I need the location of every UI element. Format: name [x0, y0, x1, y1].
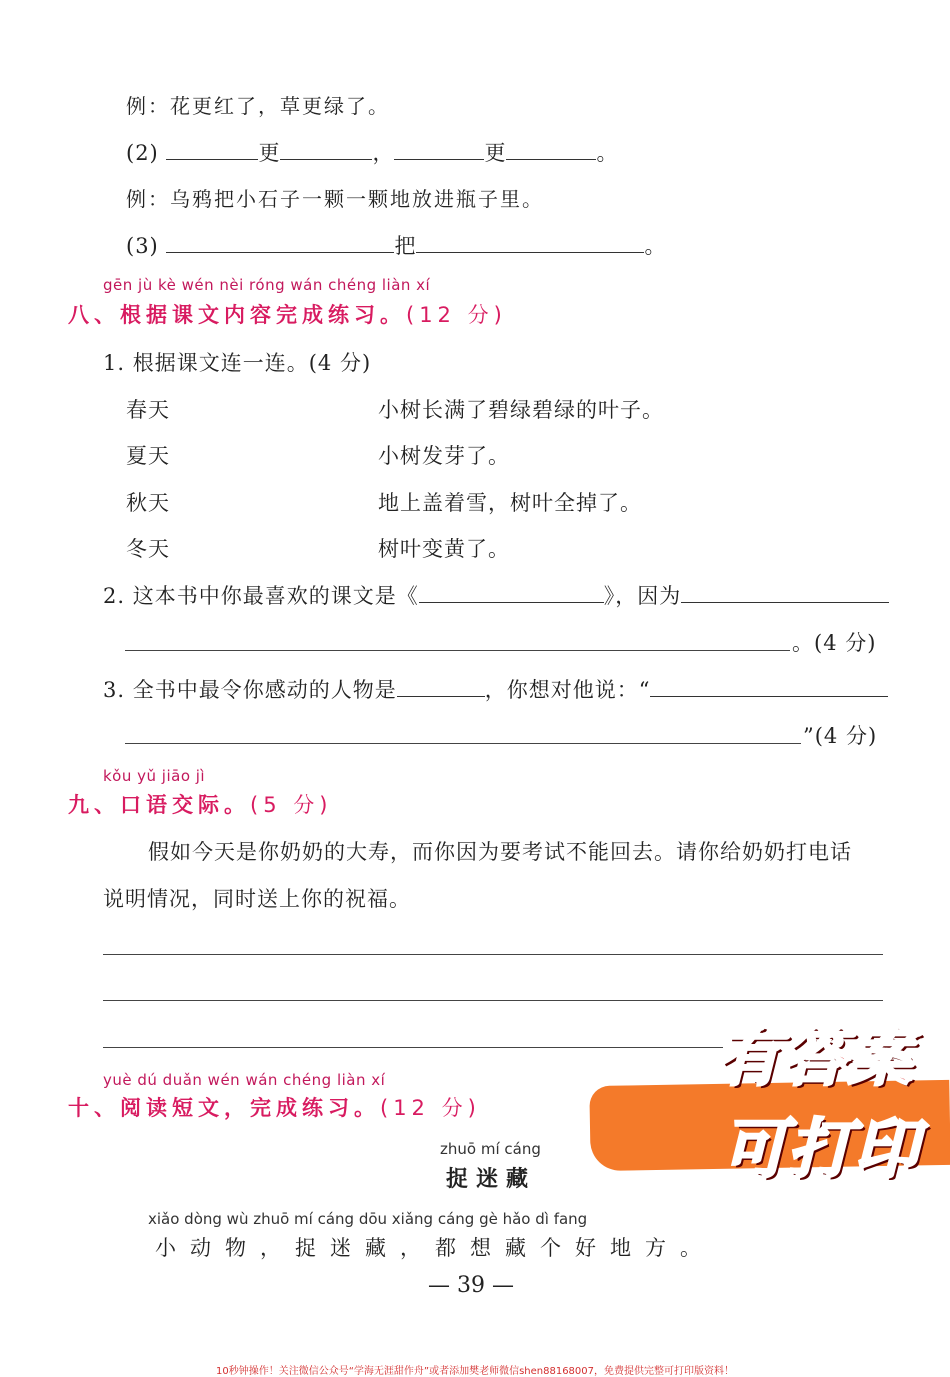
message-blank[interactable] — [650, 676, 888, 697]
question-8-1: 1. 根据课文连一连。(4 分) — [103, 351, 372, 375]
word-geng: 更 — [484, 141, 507, 165]
season-summer[interactable]: 夏天 — [126, 444, 170, 468]
question-7-3 — [126, 230, 666, 260]
section-10-heading — [68, 1092, 481, 1122]
story-line-1: 小动物，捉迷藏，都想藏个好地方。 — [155, 1236, 715, 1260]
reason-blank-line-2[interactable] — [125, 650, 790, 651]
section-9-prompt-line-1: 假如今天是你奶奶的大寿，而你因为要考试不能回去。请你给奶奶打电话 — [148, 840, 852, 864]
section-8-heading — [68, 299, 507, 329]
description-2[interactable]: 小树发芽了。 — [378, 444, 510, 468]
example-sentence-2: 例：花更红了，草更绿了。 — [126, 94, 390, 118]
question-number: (2) — [126, 141, 159, 165]
question-8-2-score: 。(4 分) — [792, 631, 877, 655]
answer-blank[interactable] — [166, 232, 394, 253]
season-spring[interactable]: 春天 — [126, 398, 170, 422]
section-8-score: (12 分) — [406, 303, 507, 327]
comma: ， — [372, 141, 395, 165]
reason-blank[interactable] — [681, 582, 889, 603]
story-title: 捉迷藏 — [446, 1167, 537, 1192]
writing-line-1[interactable] — [103, 954, 883, 955]
section-10-score: (12 分) — [380, 1096, 481, 1120]
question-number: (3) — [126, 234, 159, 258]
writing-line-3[interactable] — [103, 1047, 723, 1048]
question-8-3-text: 3. 全书中最令你感动的人物是 — [103, 678, 397, 702]
answer-blank[interactable] — [416, 232, 644, 253]
section-8-title: 八、根据课文内容完成练习。 — [68, 303, 406, 327]
question-8-2-because: 》，因为 — [603, 584, 682, 608]
season-autumn[interactable]: 秋天 — [126, 491, 170, 515]
question-8-3-score: ”(4 分) — [803, 724, 878, 748]
message-blank-line-2[interactable] — [125, 743, 801, 744]
section-9-prompt-line-2: 说明情况，同时送上你的祝福。 — [103, 887, 411, 911]
period: 。 — [644, 234, 667, 258]
section-8-pinyin: gēn jù kè wén nèi róng wán chéng liàn xí — [103, 276, 431, 294]
section-9-title: 九、口语交际。 — [68, 793, 250, 817]
question-8-3-say: ，你想对他说：“ — [484, 678, 651, 702]
answer-blank[interactable] — [280, 139, 372, 160]
page-number: — 39 — — [428, 1273, 514, 1298]
question-7-2 — [126, 137, 618, 167]
character-blank[interactable] — [397, 676, 485, 697]
example-sentence-3: 例：乌鸦把小石子一颗一颗地放进瓶子里。 — [126, 187, 544, 211]
season-winter[interactable]: 冬天 — [126, 537, 170, 561]
section-9-pinyin: kǒu yǔ jiāo jì — [103, 767, 206, 785]
answer-blank[interactable] — [506, 139, 596, 160]
answer-blank[interactable] — [394, 139, 484, 160]
story-title-pinyin: zhuō mí cáng — [440, 1140, 541, 1158]
question-8-3 — [103, 674, 888, 704]
section-9-heading — [68, 789, 332, 819]
promo-has-answers: 有答案 — [716, 1021, 914, 1095]
description-3[interactable]: 地上盖着雪，树叶全掉了。 — [378, 491, 642, 515]
writing-line-2[interactable] — [103, 1000, 883, 1001]
question-8-2 — [103, 580, 889, 610]
favorite-lesson-blank[interactable] — [419, 582, 604, 603]
section-10-title: 十、阅读短文，完成练习。 — [68, 1096, 380, 1120]
period: 。 — [596, 141, 619, 165]
word-geng: 更 — [258, 141, 281, 165]
answer-blank[interactable] — [166, 139, 258, 160]
word-ba: 把 — [394, 234, 417, 258]
description-1[interactable]: 小树长满了碧绿碧绿的叶子。 — [378, 398, 664, 422]
section-10-pinyin: yuè dú duǎn wén wán chéng liàn xí — [103, 1071, 386, 1089]
description-4[interactable]: 树叶变黄了。 — [378, 537, 510, 561]
section-9-score: (5 分) — [250, 793, 333, 817]
question-8-2-text: 2. 这本书中你最喜欢的课文是《 — [103, 584, 419, 608]
promo-printable: 可打印 — [722, 1113, 920, 1187]
footer-watermark: 10秒钟操作！关注微信公众号“学海无涯甜作舟”或者添加樊老师微信shen88168007，免费提供完整可打印版资料！ — [215, 1366, 735, 1377]
story-line-1-pinyin: xiǎo dòng wù zhuō mí cáng dōu xiǎng cáng gè hǎo dì fang — [148, 1210, 588, 1228]
